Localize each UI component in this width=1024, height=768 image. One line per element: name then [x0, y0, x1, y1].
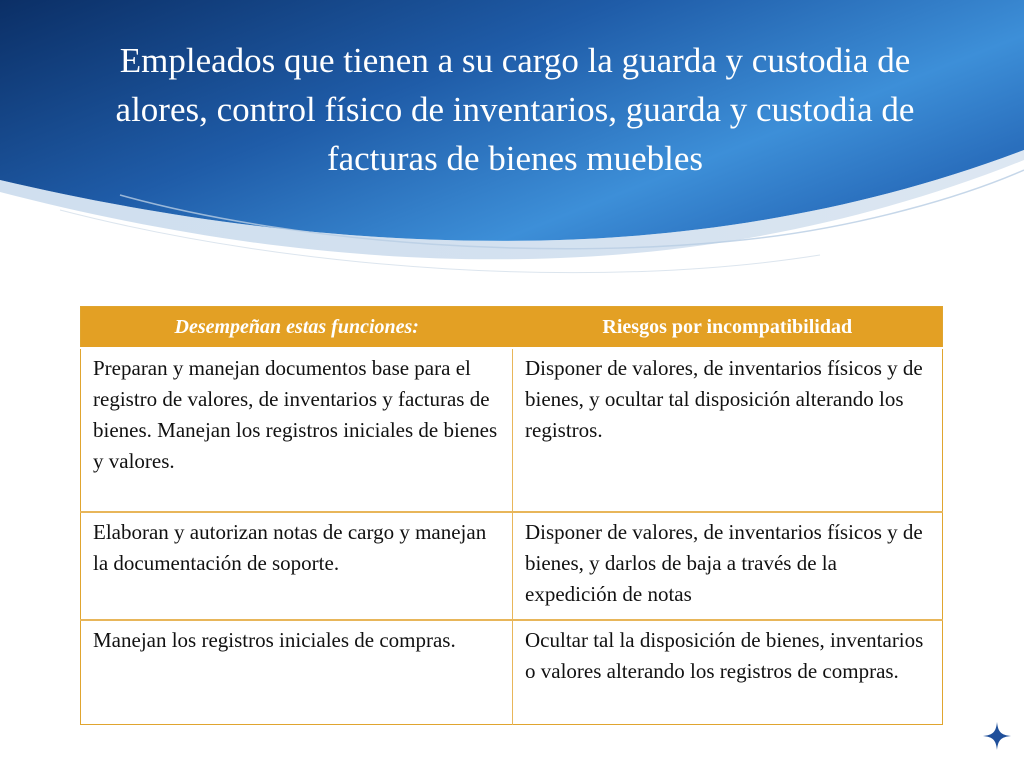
- four-point-star-icon: [983, 722, 1011, 750]
- table-row: [81, 348, 943, 512]
- cell-risks: Disponer de valores, de inventarios físicos y de bienes, y darlos de baja a través de la expedición de notas: [513, 512, 943, 620]
- cell-functions: Elaboran y autorizan notas de cargo y manejan la documentación de soporte.: [81, 512, 513, 620]
- functions-risk-table: [80, 306, 943, 725]
- table-row: [81, 620, 943, 725]
- header-risks: Riesgos por incompatibilidad: [513, 307, 943, 349]
- cell-risks: Disponer de valores, de inventarios físicos y de bienes, y ocultar tal disposición alterando los registros.: [513, 348, 943, 512]
- table-row: [81, 512, 943, 620]
- slide-title: Empleados que tienen a su cargo la guarda y custodia de alores, control físico de inventarios, guarda y custodia de facturas de bienes muebles: [115, 41, 915, 178]
- cell-functions: Preparan y manejan documentos base para el registro de valores, de inventarios y facturas de bienes. Manejan los registros iniciales de bienes y valores.: [81, 348, 513, 512]
- header-functions: Desempeñan estas funciones:: [81, 307, 513, 349]
- functions-risk-table-container: [80, 306, 942, 725]
- cell-risks: Ocultar tal la disposición de bienes, inventarios o valores alterando los registros de compras.: [525, 628, 924, 683]
- cell-functions: Manejan los registros iniciales de compras.: [81, 620, 513, 725]
- table-header-row: [81, 307, 943, 349]
